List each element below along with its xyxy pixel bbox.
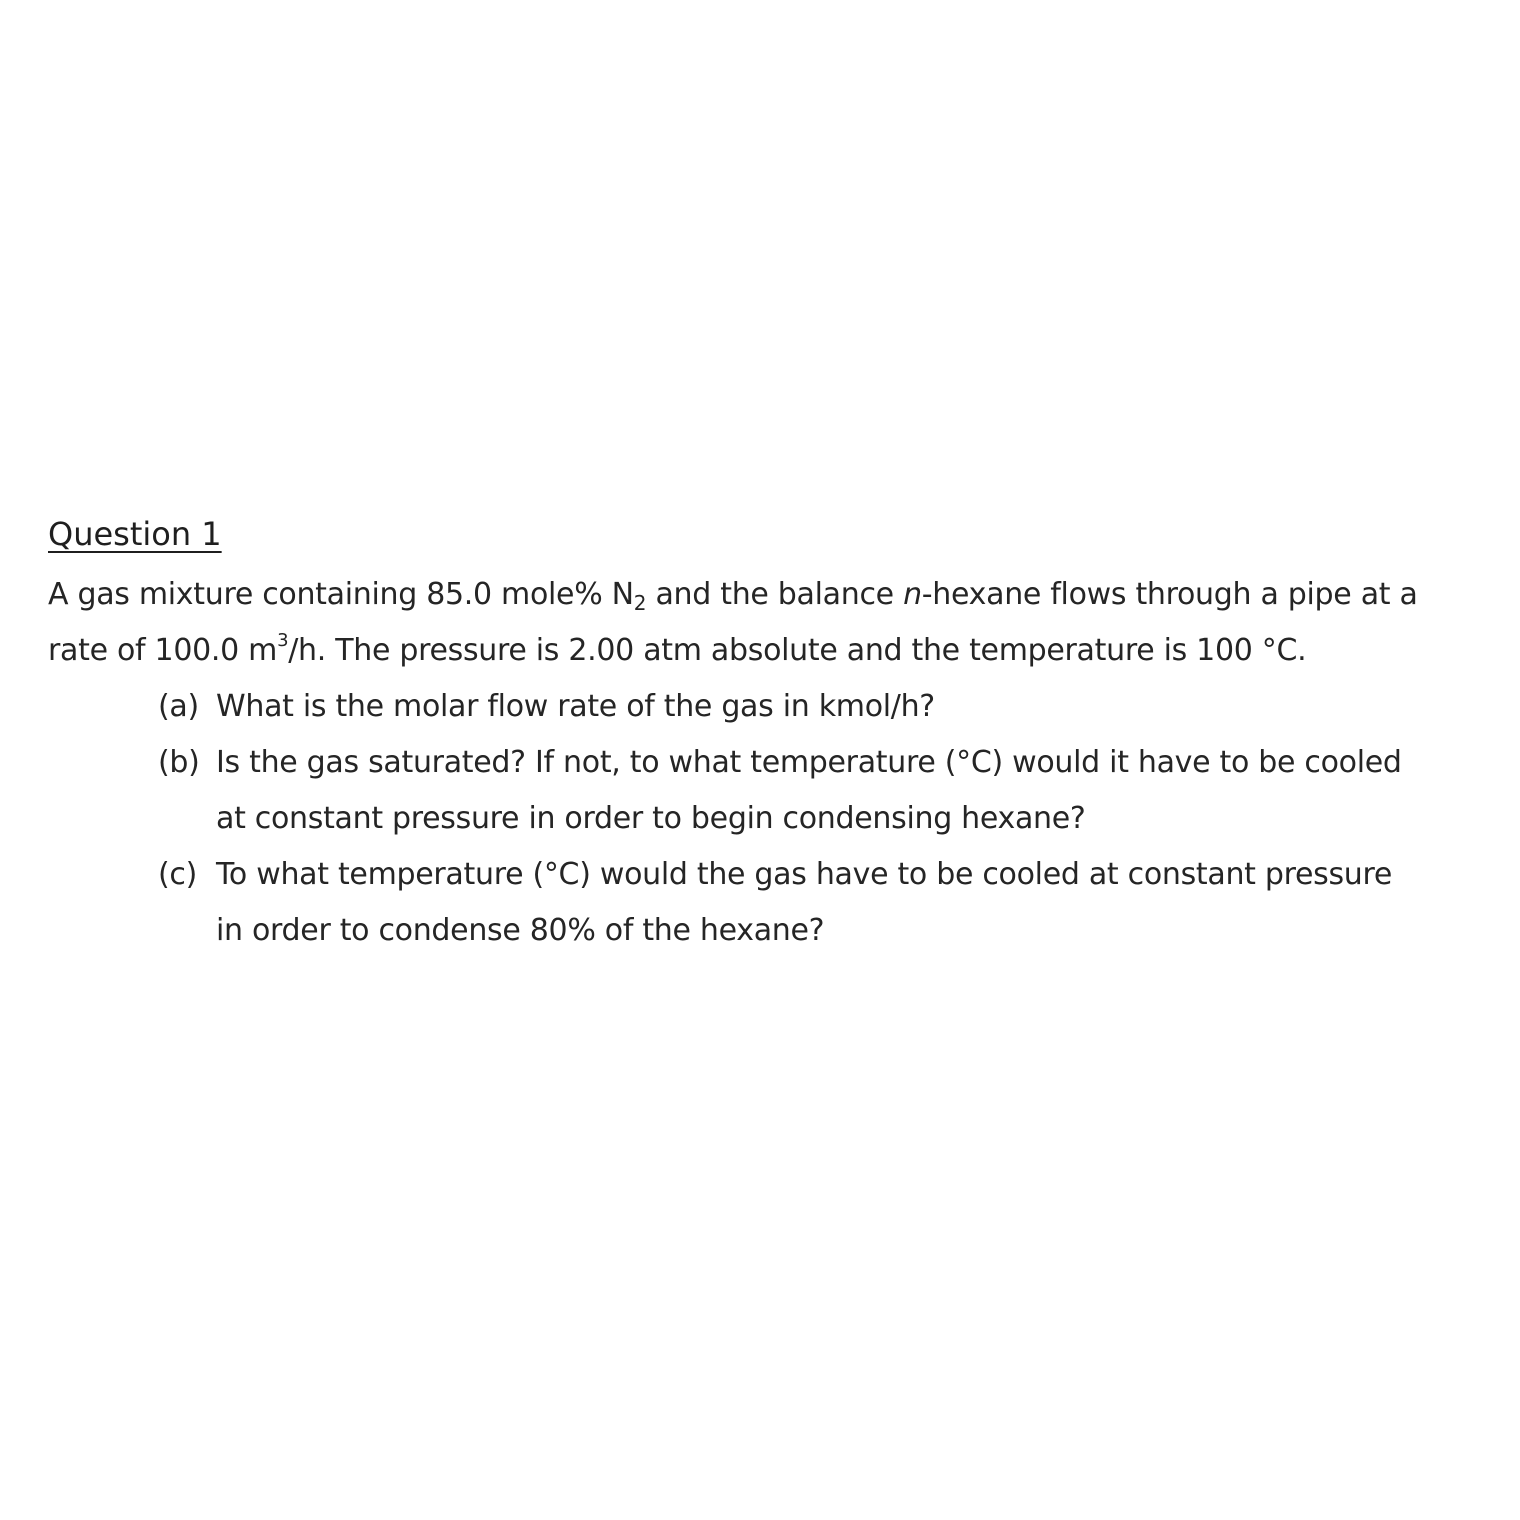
question-block: [48, 510, 1468, 959]
question-parts: [48, 679, 1468, 959]
question-title: Question 1: [48, 515, 222, 553]
part-marker: (b): [158, 745, 200, 780]
part-b: [48, 735, 1468, 847]
question-intro: [48, 567, 1468, 679]
intro-text: A gas mixture containing 85.0 mole% N: [48, 577, 634, 612]
part-line: What is the molar flow rate of the gas in kmol/h?: [216, 689, 935, 724]
superscript: 3: [277, 630, 289, 651]
part-line: in order to condense 80% of the hexane?: [216, 913, 825, 948]
subscript: 2: [633, 591, 647, 615]
intro-text: and the balance: [646, 577, 904, 612]
intro-text: rate of 100.0 m: [48, 633, 278, 668]
part-line: To what temperature (°C) would the gas have to be cooled at constant pressure: [216, 857, 1393, 892]
part-line: at constant pressure in order to begin condensing hexane?: [216, 801, 1086, 836]
part-marker: (c): [158, 857, 198, 892]
italic-text: n: [903, 577, 922, 612]
intro-line-2: [48, 623, 1468, 679]
part-a: [48, 679, 1468, 735]
part-marker: (a): [158, 689, 199, 724]
part-line: Is the gas saturated? If not, to what temperature (°C) would it have to be cooled: [216, 745, 1402, 780]
part-c: [48, 847, 1468, 959]
intro-line-1: [48, 567, 1468, 623]
intro-text: /h. The pressure is 2.00 atm absolute and the temperature is 100 °C.: [288, 633, 1307, 668]
intro-text: -hexane flows through a pipe at a: [921, 577, 1418, 612]
